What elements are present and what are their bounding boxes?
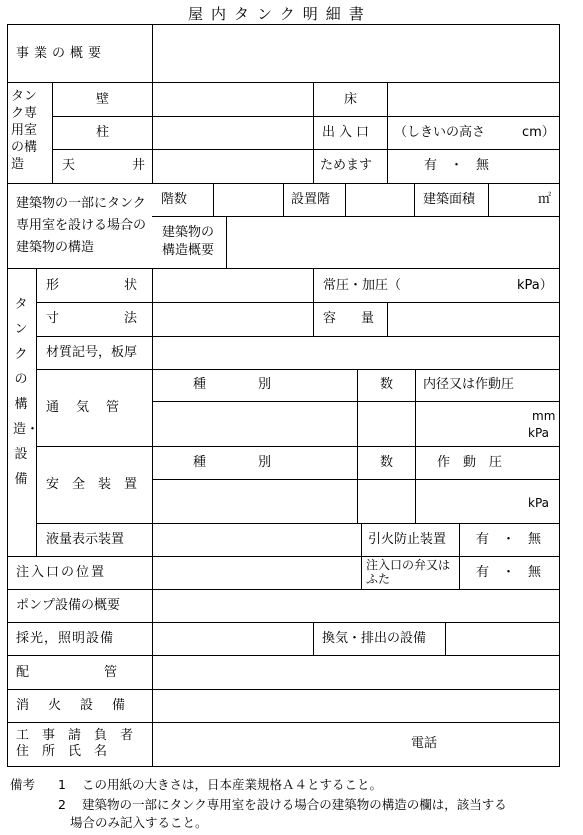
entrance-label: 出入口 [322, 125, 374, 140]
inlet-position-label: 注入口の位置 [16, 565, 107, 580]
inlet-valve-yes-no: 有 ・ 無 [476, 565, 542, 580]
floor-label: 床 [344, 92, 358, 107]
pillar-label: 柱 [96, 125, 110, 140]
vent-kpa-unit: kPa [528, 426, 549, 440]
piping-label: 配 管 [16, 665, 127, 680]
floors-label: 階数 [161, 192, 188, 207]
vent-kind-header: 種 別 [193, 377, 272, 392]
safety-kind-header: 種 別 [193, 455, 272, 470]
area-unit: ㎡ [538, 192, 552, 207]
level-indicator-label: 液量表示装置 [46, 532, 125, 547]
pump-label: ポンプ設備の概要 [16, 598, 121, 613]
threshold-label: （しきいの高さ [394, 125, 486, 140]
tank-room-label: タンク専用室の構造 [11, 89, 38, 172]
note-2-text-line2: 場合のみ記入すること。 [70, 815, 208, 830]
form-title: 屋内タンク明細書 [188, 5, 372, 23]
vent-mm-unit: mm [532, 409, 556, 423]
vent-pipe-label: 通 気 管 [46, 400, 122, 415]
install-floor-label: 設置階 [291, 192, 331, 207]
threshold-unit: cm） [522, 125, 555, 140]
safety-device-label: 安 全 装 置 [46, 477, 138, 492]
ventilation-label: 換気・排出の設備 [322, 631, 427, 646]
note-2-text-line1: 建築物の一部にタンク専用室を設ける場合の建築物の構造の欄は，該当する [82, 797, 507, 812]
business-overview-label: 事業の概要 [16, 46, 107, 61]
safety-count-header: 数 [380, 455, 394, 470]
notes-label: 備考 [10, 777, 36, 792]
tank-structure-label: タンクの構造・設備 [13, 297, 40, 487]
vent-diameter-header: 内径又は作動圧 [423, 377, 515, 392]
ceiling-label: 天 井 [62, 158, 168, 173]
lighting-label: 採光，照明設備 [16, 631, 115, 646]
sump-yes-no: 有 ・ 無 [424, 158, 490, 173]
safety-kpa-unit: kPa [528, 496, 549, 510]
material-label: 材質記号，板厚 [46, 345, 138, 360]
shape-label: 形 状 [46, 278, 164, 293]
building-overview-label: 建築物の構造概要 [162, 225, 215, 258]
inlet-valve-label: 注入口の弁又はふた [366, 558, 451, 586]
contractor-label: 工 事 請 負 者 [16, 728, 134, 743]
vent-count-header: 数 [380, 377, 394, 392]
flame-arrester-label: 引火防止装置 [368, 532, 447, 547]
pressure-unit: kPa） [517, 278, 553, 293]
fire-equipment-label: 消 火 設 備 [16, 698, 129, 713]
flame-arrester-yes-no: 有 ・ 無 [476, 532, 542, 547]
note-1-text: この用紙の大きさは，日本産業規格Ａ４とすること。 [82, 777, 383, 792]
pressure-label: 常圧・加圧（ [323, 278, 402, 293]
contractor-address-label: 住 所 氏 名 [16, 744, 108, 759]
sump-label: ためます [320, 158, 373, 173]
note-1-number: 1 [58, 777, 66, 792]
phone-label: 電話 [411, 736, 438, 751]
note-2-number: 2 [58, 797, 66, 812]
capacity-label: 容 量 [323, 311, 381, 326]
operating-pressure-header: 作 動 圧 [437, 455, 503, 470]
building-structure-label: 建築物の一部にタンク専用室を設ける場合の建築物の構造 [16, 196, 147, 255]
area-label: 建築面積 [423, 192, 476, 207]
wall-label: 壁 [96, 92, 110, 107]
dimensions-label: 寸 法 [46, 311, 164, 326]
